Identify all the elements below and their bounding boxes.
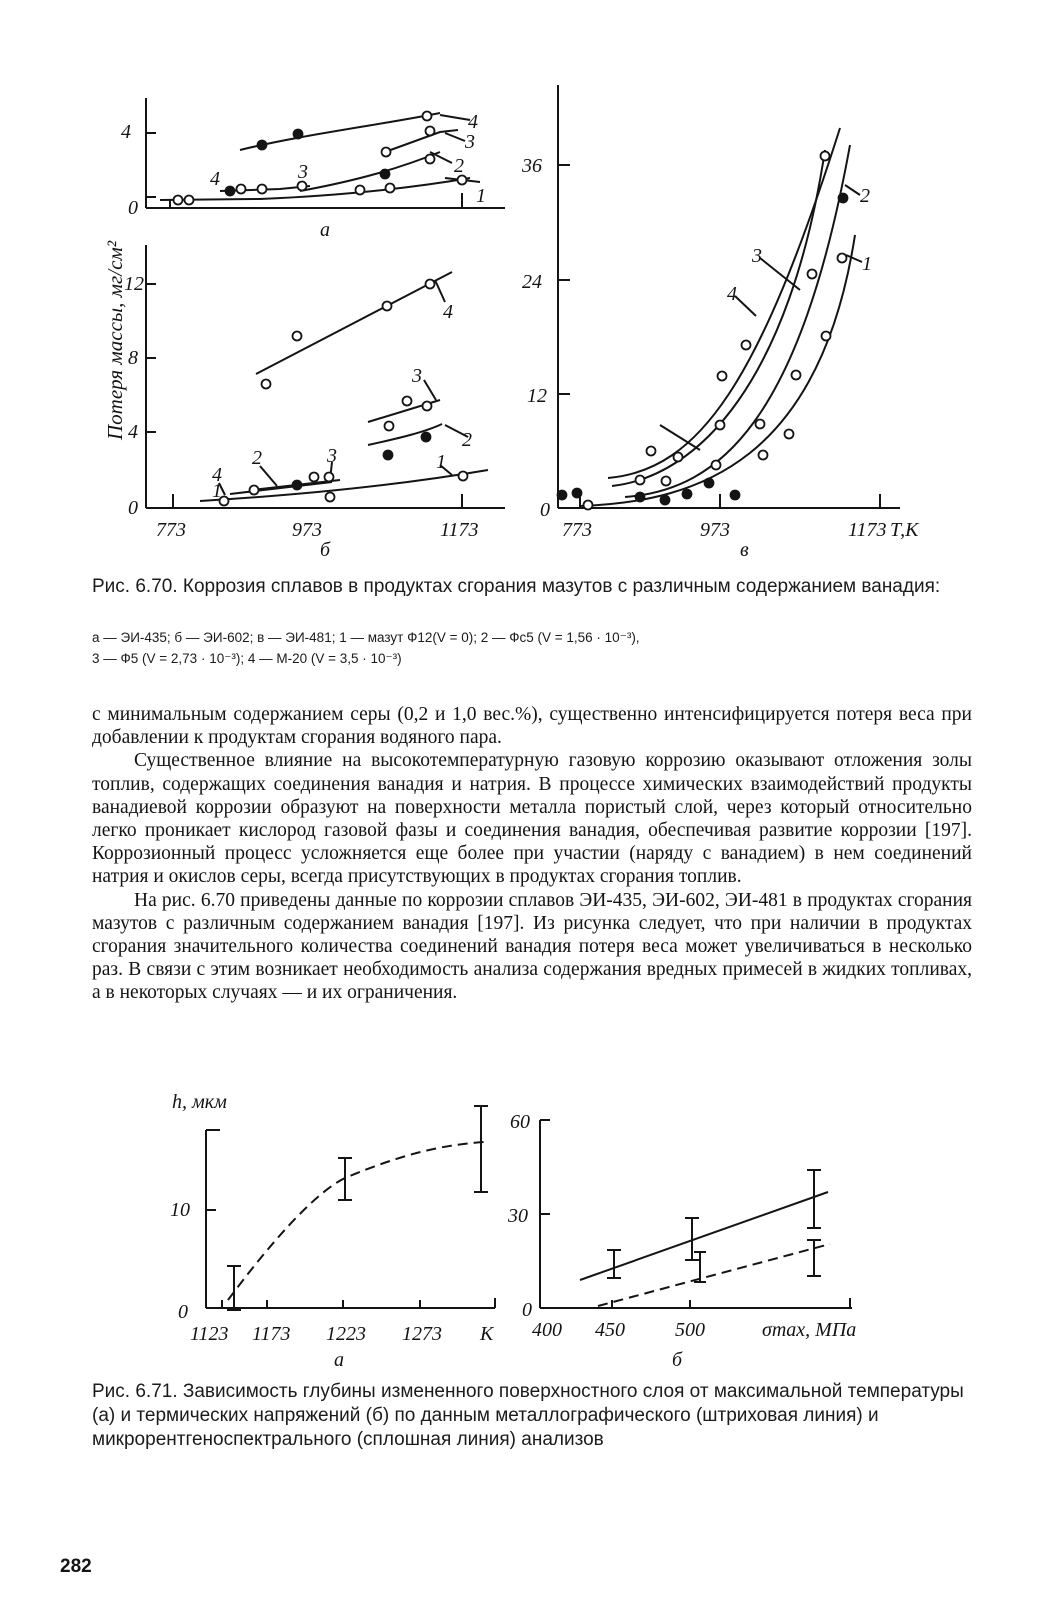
panel-v-ytick: 24 [522, 271, 542, 293]
panel-b-ytick: 8 [128, 347, 138, 369]
curve-label: 1 [862, 253, 872, 275]
curve-label: 1 [212, 480, 222, 502]
curve-label: 2 [252, 447, 262, 469]
fig71-a-ytick: 0 [178, 1301, 188, 1323]
page-number: 282 [60, 1556, 92, 1577]
paragraph: Существенное влияние на высокотемпературную газовую коррозию оказывают отложения золы топлив, содержащих соединения ванадия и натрия. В процессе химических взаимодействий продукты ванадиевой коррозии образуют на поверхности металла пористый слой, через который относительно легко проникает кислород газовой фазы и соединения ванадия, обеспечивая развитие коррозии [197]. Коррозионный процесс усложняется еще более при участии (наряду с ванадием) в нем соединений натрия и окислов серы, всегда присутствующих в продуктах сгорания топлив. [92, 750, 972, 888]
figure-6-71-caption: Рис. 6.71. Зависимость глубины измененного поверхностного слоя от максимальной температуры (а) и термических напряжений (б) по данным металлографического (штриховая линия) и микрорентгеноспектрального (сплошная линия) анализов [92, 1381, 964, 1450]
fig71-a-xunit: К [480, 1323, 494, 1345]
panel-b-ytick: 12 [124, 273, 144, 295]
panel-v-ytick: 12 [527, 385, 547, 407]
panel-v-label: в [740, 539, 749, 561]
panel-v-ytick: 0 [540, 499, 550, 521]
curve-label: 4 [210, 168, 220, 190]
fig71-a-xtick: 1173 [252, 1323, 291, 1345]
panel-b-xtick: 1173 [440, 519, 479, 541]
fig71-b-xtick: 400 [532, 1319, 562, 1341]
figure-6-70-caption: Рис. 6.70. Коррозия сплавов в продуктах сгорания мазутов с различным содержанием ванадия: [92, 576, 941, 597]
panel-v-xunit: Т,К [890, 519, 919, 541]
curve-label: 2 [454, 155, 464, 177]
curve-label: 4 [727, 283, 737, 305]
fig71-b-label: б [672, 1349, 683, 1371]
fig71-a-ylabel: h, мкм [172, 1091, 227, 1113]
figure-6-71 [0, 1080, 1047, 1380]
panel-a-label: а [320, 219, 330, 241]
panel-b-xtick: 973 [292, 519, 322, 541]
curve-label: 4 [443, 301, 453, 323]
curve-label: 3 [412, 365, 422, 387]
fig71-a-ytick: 10 [170, 1199, 190, 1221]
panel-a-ylabel: Потеря массы, мг/см² [103, 240, 127, 440]
figure-6-70 [0, 0, 1047, 570]
curve-label: 3 [752, 245, 762, 267]
fig71-b-xunit: σmax, МПа [762, 1319, 857, 1341]
legend-line: а — ЭИ-435; б — ЭИ-602; в — ЭИ-481; 1 — мазут Ф12(V = 0); 2 — Фс5 (V = 1,56 · 10⁻³), [92, 630, 640, 645]
curve-label: 4 [468, 111, 478, 133]
paragraph: На рис. 6.70 приведены данные по коррозии сплавов ЭИ-435, ЭИ-602, ЭИ-481 в продуктах сгорания мазутов с различным содержанием ванадия [197]. Из рисунка следует, что при наличии в продуктах сгорания значительного количества соединений ванадия потеря веса может увеличиваться в несколько раз. В связи с этим возникает необходимость анализа содержания вредных примесей в жидких топливах, а в некоторых случаях — и их ограничения. [92, 889, 972, 1004]
fig71-b-xtick: 500 [675, 1319, 705, 1341]
curve-label: 3 [298, 161, 308, 183]
curve-label: 3 [465, 131, 475, 153]
fig71-a-xtick: 1223 [326, 1323, 366, 1345]
curve-label: 2 [860, 185, 870, 207]
paragraph: с минимальным содержанием серы (0,2 и 1,0 вес.%), существенно интенсифицируется потеря веса при добавлении к продуктам сгорания водяного пара. [92, 704, 972, 749]
fig71-b-xtick: 450 [595, 1319, 625, 1341]
panel-b-label: б [320, 539, 331, 561]
panel-b-ytick: 0 [128, 497, 138, 519]
fig71-a-label: а [334, 1349, 344, 1371]
curve-label: 1 [436, 451, 446, 473]
panel-a-ytick: 0 [128, 197, 138, 219]
fig71-b-ytick: 60 [510, 1111, 530, 1133]
body-text [92, 703, 972, 1005]
legend-line: 3 — Ф5 (V = 2,73 · 10⁻³); 4 — М-20 (V = 3,5 · 10⁻³) [92, 651, 402, 666]
panel-a-ytick: 4 [121, 121, 131, 143]
panel-b-ytick: 4 [128, 421, 138, 443]
panel-b-markers [220, 280, 468, 506]
panel-v-xtick: 1173 [848, 519, 887, 541]
panel-b-xtick: 773 [156, 519, 186, 541]
curve-label: 4 [212, 464, 222, 486]
fig71-a-xtick: 1273 [402, 1323, 442, 1345]
panel-v-markers [558, 152, 848, 510]
curve-label: 2 [462, 429, 472, 451]
panel-v-xtick: 773 [562, 519, 592, 541]
curve-label: 3 [327, 445, 337, 467]
figure-6-70-legend [92, 627, 972, 669]
panel-v-ytick: 36 [522, 155, 542, 177]
fig71-b-ytick: 0 [522, 1299, 532, 1321]
fig71-a-xtick: 1123 [190, 1323, 229, 1345]
panel-v-xtick: 973 [700, 519, 730, 541]
curve-label: 1 [476, 185, 486, 207]
fig71-b-ytick: 30 [508, 1205, 528, 1227]
